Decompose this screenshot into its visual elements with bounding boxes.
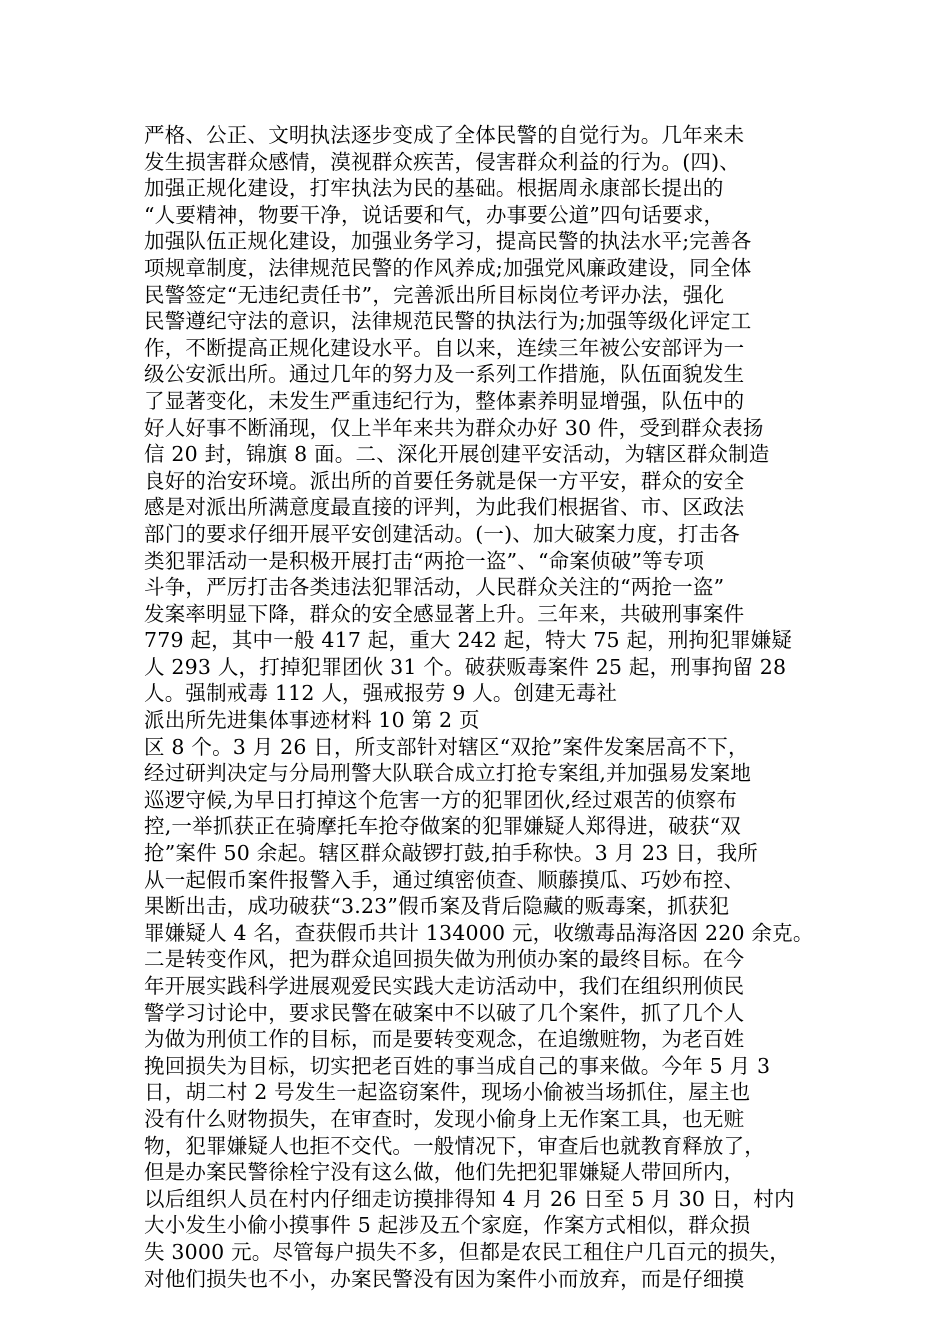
text-line: 物，犯罪嫌疑人也拒不交代。一般情况下，审查后也就教育释放了， [144,1133,765,1158]
text-line: 民警签定“无违纪责任书”，完善派出所目标岗位考评办法，强化 [144,282,725,307]
text-line: 对他们损失也不小，办案民警没有因为案件小而放弃，而是仔细摸 [144,1266,745,1291]
text-line: 人 293 人，打掉犯罪团伙 31 个。破获贩毒案件 25 起，刑事拘留 28 [144,654,787,679]
text-line: 日，胡二村 2 号发生一起盗窃案件，现场小偷被当场抓住，屋主也 [144,1080,751,1105]
text-line: 了显著变化，未发生严重违纪行为，整体素养明显增强，队伍中的 [144,388,745,413]
text-line: 从一起假币案件报警入手，通过缜密侦查、顺藤摸瓜、巧妙布控、 [144,867,745,892]
text-line: 人。强制戒毒 112 人，强戒报劳 9 人。创建无毒社 [144,681,618,706]
text-line: 为做为刑侦工作的目标，而是要转变观念，在追缴赃物，为老百姓 [144,1027,745,1052]
text-line: 类犯罪活动一是积极开展打击“两抢一盗”、“命案侦破”等专项 [144,548,705,573]
text-line: 经过研判决定与分局刑警大队联合成立打抢专案组,并加强易发案地 [144,761,752,786]
text-line: 失 3000 元。尽管每户损失不多，但都是农民工租住户几百元的损失， [144,1239,791,1264]
text-line: 抢”案件 50 余起。辖区群众敲锣打鼓,拍手称快。3 月 23 日，我所 [144,841,758,866]
text-line: 作，不断提高正规化建设水平。自以来，连续三年被公安部评为一 [144,335,745,360]
text-line: 发案率明显下降，群众的安全感显著上升。三年来，共破刑事案件 [144,601,745,626]
document-body [144,122,824,1319]
text-line: 年开展实践科学进展观爱民实践大走访活动中，我们在组织刑侦民 [144,974,745,998]
text-line: 警学习讨论中，要求民警在破案中不以破了几个案件，抓了几个人 [144,1000,745,1025]
text-line: 信 20 封，锦旗 8 面。二、深化开展创建平安活动，为辖区群众制造 [144,442,770,467]
text-line: 以后组织人员在村内仔细走访摸排得知 4 月 26 日至 5 月 30 日，村内 [144,1186,795,1211]
text-line: 控,一举抓获正在骑摩托车抢夺做案的犯罪嫌疑人郑得进，破获“双 [144,814,741,839]
text-line: 加强队伍正规化建设，加强业务学习，提高民警的执法水平;完善各 [144,229,752,254]
text-line: 项规章制度，法律规范民警的作风养成;加强党风廉政建设，同全体 [144,255,752,280]
text-line: 斗争，严厉打击各类违法犯罪活动，人民群众关注的“两抢一盗” [144,575,725,600]
text-line: 好人好事不断涌现，仅上半年来共为群众办好 30 件，受到群众表扬 [144,415,764,440]
page-footer-line: 派出所先进集体事迹材料 10 第 2 页 [144,708,480,733]
text-line: 部门的要求仔细开展平安创建活动。(一)、加大破案力度，打击各 [144,521,740,546]
text-line: 779 起，其中一般 417 起，重大 242 起，特大 75 起，刑拘犯罪嫌疑 [144,628,793,653]
text-line [144,1292,824,1319]
text-line: 没有什么财物损失，在审查时，发现小偷身上无作案工具，也无赃 [144,1106,745,1131]
text-line: 挽回损失为目标，切实把老百姓的事当成自己的事来做。今年 5 月 3 [144,1053,771,1078]
text-line: 级公安派出所。通过几年的努力及一系列工作措施，队伍面貌发生 [144,362,745,387]
text-line: 良好的治安环境。派出所的首要任务就是保一方平安，群众的安全 [144,468,745,493]
text-line: 发生损害群众感情，漠视群众疾苦，侵害群众利益的行为。(四)、 [144,149,740,174]
text-line: 罪嫌疑人 4 名，查获假币共计 134000 元，收缴毒品海洛因 220 余克。 [144,920,814,945]
text-line: 严格、公正、文明执法逐步变成了全体民警的自觉行为。几年来未 [144,123,745,147]
text-line: 加强正规化建设，打牢执法为民的基础。根据周永康部长提出的 [144,176,724,201]
text-line: 大小发生小偷小摸事件 5 起涉及五个家庭，作案方式相似，群众损 [144,1213,751,1238]
text-line: 民警遵纪守法的意识，法律规范民警的执法行为;加强等级化评定工 [144,309,752,334]
text-line: 但是办案民警徐栓宁没有这么做，他们先把犯罪嫌疑人带回所内， [144,1160,745,1185]
text-line: 二是转变作风，把为群众追回损失做为刑侦办案的最终目标。在今 [144,947,745,972]
text-line: 巡逻守候,为早日打掉这个危害一方的犯罪团伙,经过艰苦的侦察布 [144,787,738,812]
text-line: 感是对派出所满意度最直接的评判，为此我们根据省、市、区政法 [144,495,745,520]
text-line: 区 8 个。3 月 26 日，所支部针对辖区“双抢”案件发案居高不下， [144,734,749,759]
text-line: 果断出击，成功破获“3.23”假币案及背后隐藏的贩毒案，抓获犯 [144,894,730,919]
text-line: “人要精神，物要干净，说话要和气，办事要公道”四句话要求， [144,202,725,227]
